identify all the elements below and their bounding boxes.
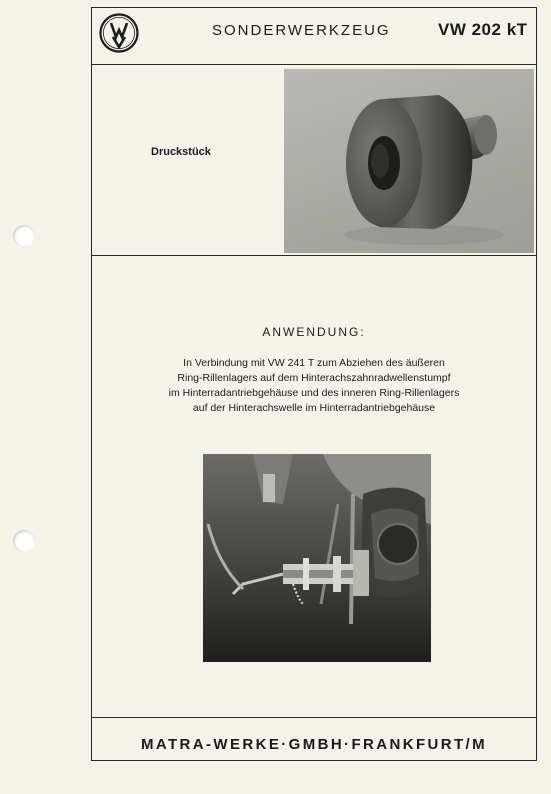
header-divider [91,64,537,65]
tool-in-use-photo [203,454,431,662]
usage-line: auf der Hinterachswelle im Hinterradantriebgehäuse [192,402,436,414]
punch-hole [13,225,35,247]
part-divider [91,255,537,256]
usage-description [100,356,528,416]
publisher-footer: MATRA-WERKE·GMBH·FRANKFURT/M [140,736,488,753]
usage-line: im Hinterradantriebgehäuse und des inneren Ring-Rillenlagers [168,387,460,399]
press-piece-image [284,69,534,253]
press-piece-photo [284,69,534,253]
usage-line: Ring-Rillenlagers auf dem Hinterachszahnradwellenstumpf [177,372,451,384]
usage-line: In Verbindung mit VW 241 T zum Abziehen des äußeren [183,357,445,369]
usage-heading: ANWENDUNG: [262,325,366,339]
part-label: Druckstück [151,146,211,158]
vw-logo-icon [99,13,139,53]
document-title: SONDERWERKZEUG [212,22,391,39]
tool-code: VW 202 kT [438,20,528,39]
footer-divider [91,717,537,718]
tool-in-use-image [203,454,431,662]
punch-hole [13,530,35,552]
